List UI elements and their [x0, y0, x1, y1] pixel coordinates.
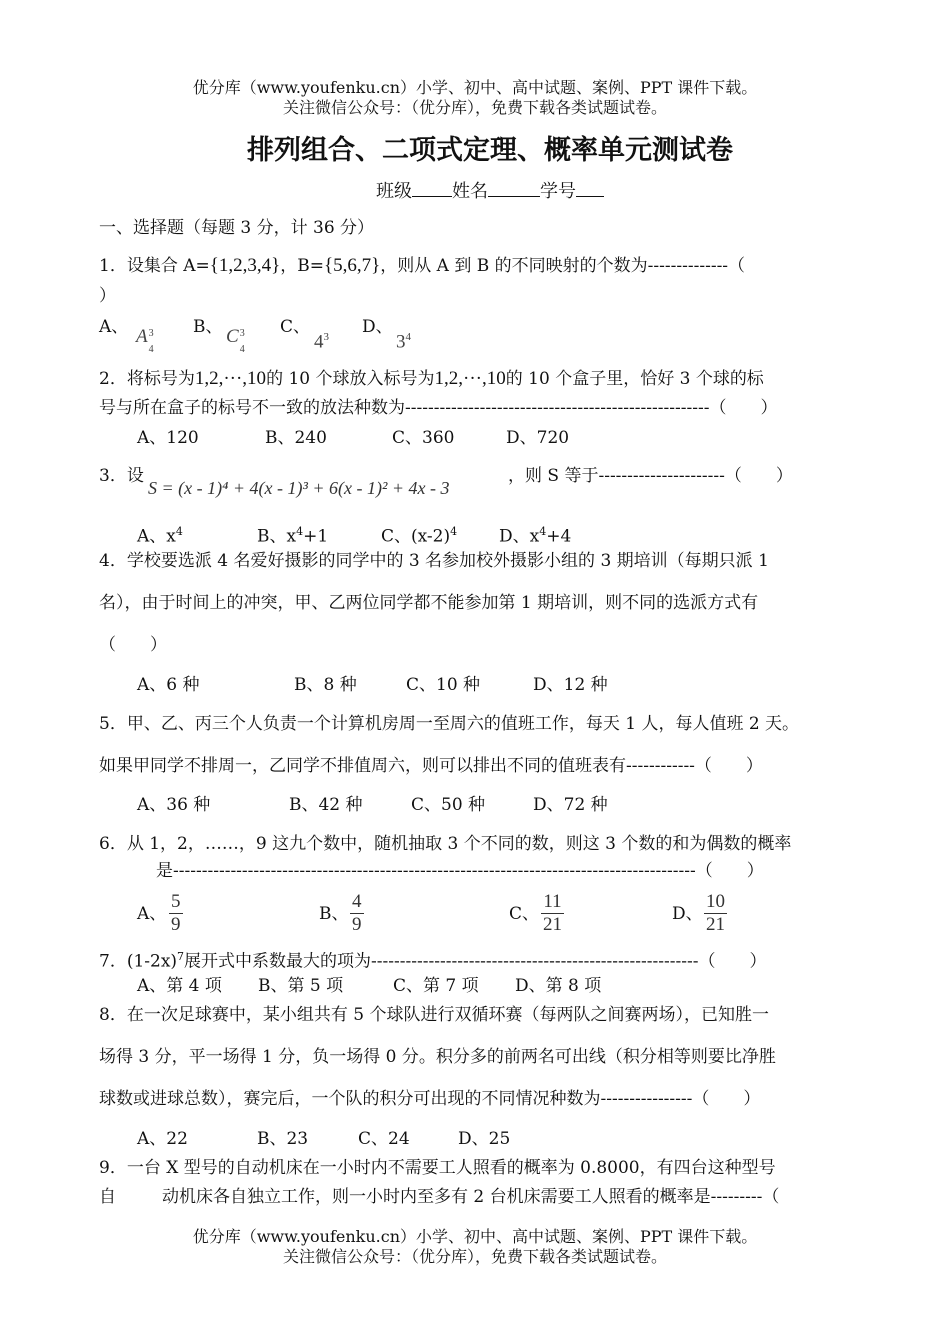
q7-option-b: B、第 5 项 — [258, 976, 344, 996]
class-label: 班级 — [376, 181, 412, 202]
id-label: 学号 — [540, 181, 576, 202]
question-9-line-2a: 自 — [99, 1187, 116, 1207]
q4-option-b: B、8 种 — [294, 675, 357, 695]
q3-option-d: D、$x^4+4$ — [499, 525, 572, 547]
q3-option-b: B、$x^4+1$ — [257, 525, 329, 547]
q1-option-d-label: D、 — [362, 317, 393, 337]
header-line-2: 关注微信公众号：（优分库），免费下载各类试题试卷。 — [282, 98, 667, 117]
name-blank — [488, 180, 540, 197]
q2-option-c: C、360 — [392, 428, 455, 448]
q5-option-d: D、72 种 — [533, 795, 608, 815]
q8-option-d: D、25 — [458, 1129, 511, 1149]
q6-option-b-label: B、 — [319, 904, 349, 924]
page-title: 排列组合、二项式定理、概率单元测试卷 — [247, 135, 733, 166]
q2-option-b: B、240 — [265, 428, 327, 448]
q5-option-b: B、42 种 — [289, 795, 363, 815]
q1-option-c-formula: $4^3$ — [314, 331, 329, 353]
question-8-line-2: 场得 3 分，平一场得 1 分，负一场得 0 分。积分多的前两名可出线（积分相等则要比净胜 — [99, 1047, 776, 1067]
q4-option-a: A、6 种 — [137, 675, 200, 695]
q6-option-b-fraction: $\frac{4}{9}$ — [352, 891, 362, 935]
q6-option-d-label: D、 — [672, 904, 703, 924]
question-4-line-2: 名），由于时间上的冲突，甲、乙两位同学都不能参加第 1 期培训，则不同的选派方式有 — [99, 593, 759, 613]
q5-option-a: A、36 种 — [137, 795, 211, 815]
q6-option-a-label: A、 — [137, 904, 167, 924]
footer-line-2: 关注微信公众号：（优分库），免费下载各类试题试卷。 — [282, 1247, 667, 1266]
question-6-line-2: 是-------------------------------------------------------------------------------------------（ ） — [156, 861, 764, 881]
question-5-line-2: 如果甲同学不排周一，乙同学不排值周六，则可以排出不同的值班表有------------（ ） — [99, 756, 763, 776]
q1-option-c-label: C、 — [280, 317, 311, 337]
q6-option-d-fraction: $\frac{10}{21}$ — [706, 891, 725, 935]
id-blank — [576, 180, 604, 197]
set-b: {5,6,7} — [324, 255, 381, 276]
q6-option-c-label: C、 — [509, 904, 540, 924]
q6-option-a-fraction: $\frac{5}{9}$ — [171, 891, 181, 935]
student-info-line — [0, 177, 950, 203]
q3-option-a: A、$x^4$ — [137, 525, 183, 547]
question-3-suffix: ，则 S 等于----------------------（ ） — [508, 466, 793, 486]
q2-option-a: A、120 — [137, 428, 199, 448]
question-1-line-1: 1．设集合 A={1,2,3,4}，B={5,6,7}，则从 A 到 B 的不同映射的个数为--------------（ — [99, 255, 746, 276]
q1-option-a-formula: A 3 4 — [136, 326, 154, 355]
q1-option-d-formula: $3^4$ — [396, 331, 411, 353]
question-6-line-1: 6．从 1，2，……，9 这九个数中，随机抽取 3 个不同的数，则这 3 个数的和为偶数的概率 — [99, 834, 792, 854]
q4-option-c: C、10 种 — [406, 675, 481, 695]
question-5-line-1: 5．甲、乙、丙三个人负责一个计算机房周一至周六的值班工作，每天 1 人，每人值班 2 天。 — [99, 714, 800, 734]
q1-option-b-formula: C 3 4 — [226, 326, 245, 355]
footer-line-1: 优分库（www.youfenku.cn）小学、初中、高中试题、案例、PPT 课件下载。 — [192, 1227, 758, 1246]
q7-option-d: D、第 8 项 — [515, 976, 602, 996]
question-3-formula: S = (x - 1)⁴ + 4(x - 1)³ + 6(x - 1)² + 4x - 3 — [148, 478, 450, 498]
question-9-line-2b: 动机床各自独立工作，则一小时内至多有 2 台机床需要工人照看的概率是---------（ — [162, 1187, 780, 1207]
q8-option-c: C、24 — [358, 1129, 410, 1149]
q4-option-d: D、12 种 — [533, 675, 608, 695]
q1-option-a-label: A、 — [99, 317, 129, 337]
q2-option-d: D、720 — [506, 428, 570, 448]
section-heading: 一、选择题（每题 3 分，计 36 分） — [99, 218, 375, 238]
q6-option-c-fraction: $\frac{11}{21}$ — [543, 891, 562, 935]
question-2-line-2: 号与所在盒子的标号不一致的放法种数为-----------------------------------------------------（ ） — [99, 398, 778, 418]
q7-option-a: A、第 4 项 — [137, 976, 222, 996]
question-9-line-1: 9．一台 X 型号的自动机床在一小时内不需要工人照看的概率为 0.8000，有四台这种型号 — [99, 1158, 776, 1178]
question-8-line-3: 球数或进球总数），赛完后，一个队的积分可出现的不同情况种数为----------------（ ） — [99, 1089, 761, 1109]
q8-option-a: A、22 — [137, 1129, 188, 1149]
question-8-line-1: 8．在一次足球赛中，某小组共有 5 个球队进行双循环赛（每两队之间赛两场），已知胜一 — [99, 1005, 769, 1025]
question-4-line-1: 4．学校要选派 4 名爱好摄影的同学中的 3 名参加校外摄影小组的 3 期培训（每期只派 1 — [99, 551, 769, 571]
question-1-line-2: ） — [99, 286, 116, 306]
set-a: {1,2,3,4} — [209, 255, 281, 276]
q1-option-b-label: B、 — [193, 317, 223, 337]
q5-option-c: C、50 种 — [411, 795, 486, 815]
question-7: 7．$(1-2x)^7$展开式中系数最大的项为---------------------------------------------------------（ ） — [99, 950, 767, 972]
q8-option-b: B、23 — [257, 1129, 309, 1149]
question-3-prefix: 3．设 — [99, 466, 144, 486]
q3-option-c: C、$(x-2)^4$ — [381, 525, 458, 547]
header-line-1: 优分库（www.youfenku.cn）小学、初中、高中试题、案例、PPT 课件下载。 — [192, 78, 758, 97]
class-blank — [412, 180, 452, 197]
name-label: 姓名 — [452, 181, 488, 202]
question-4-line-3: （ ） — [99, 635, 167, 655]
question-2-line-1: 2．将标号为1,2,···,10的 10 个球放入标号为1,2,···,10的 10 个盒子里，恰好 3 个球的标 — [99, 368, 764, 389]
q7-option-c: C、第 7 项 — [393, 976, 479, 996]
